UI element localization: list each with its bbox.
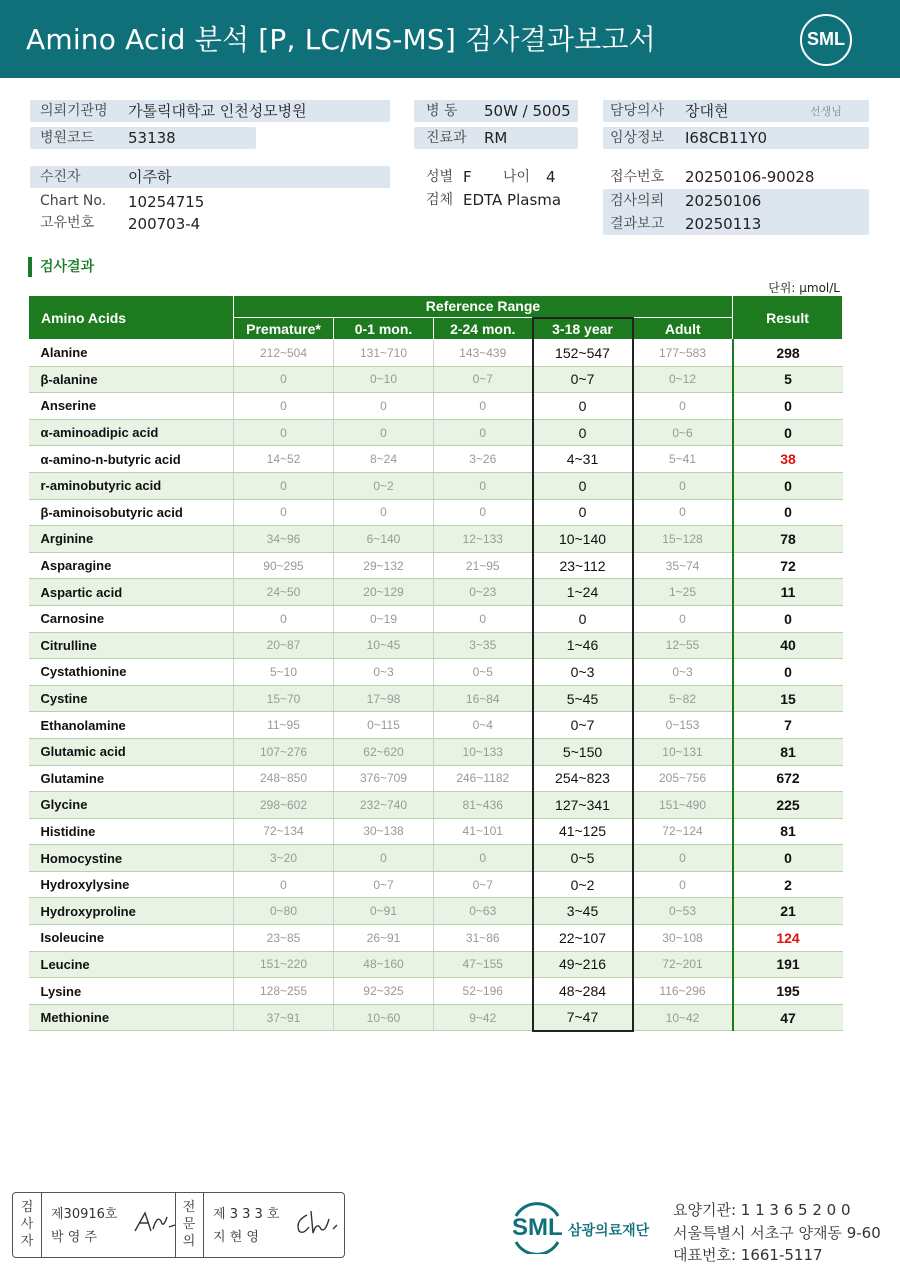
clinical-value: I68CB11Y0 bbox=[685, 129, 768, 147]
hospital-label: 의뢰기관명 bbox=[40, 103, 108, 119]
table-row bbox=[29, 340, 843, 367]
result-value: 0 bbox=[733, 472, 843, 499]
reference-premature: 128~255 bbox=[234, 978, 334, 1005]
table-row bbox=[29, 818, 843, 845]
reference-m0-1: 17~98 bbox=[334, 685, 434, 712]
amino-acid-name: Isoleucine bbox=[29, 925, 234, 952]
amino-acid-name: Homocystine bbox=[29, 845, 234, 872]
result-value: 0 bbox=[733, 499, 843, 526]
sex-label: 성별 bbox=[426, 169, 454, 185]
reference-y3-18: 0~7 bbox=[533, 366, 633, 393]
reference-premature: 0 bbox=[234, 366, 334, 393]
results-section-title: 검사결과 bbox=[28, 257, 94, 277]
receipt-label: 접수번호 bbox=[610, 169, 665, 185]
reference-y3-18: 0~7 bbox=[533, 712, 633, 739]
table-row bbox=[29, 446, 843, 473]
specialist-number: 제 3 3 3 호 bbox=[213, 1207, 280, 1222]
reference-adult: 0 bbox=[633, 845, 733, 872]
reference-m2-24: 0~23 bbox=[434, 579, 533, 606]
reference-y3-18: 152~547 bbox=[533, 340, 633, 367]
reference-premature: 34~96 bbox=[234, 526, 334, 553]
specialist-label-char: 문 bbox=[182, 1217, 196, 1232]
request-value: 20250106 bbox=[685, 192, 762, 210]
reference-m2-24: 9~42 bbox=[434, 1004, 533, 1031]
divider bbox=[203, 1193, 204, 1257]
reference-m0-1: 0~3 bbox=[334, 659, 434, 686]
amino-acid-name: Methionine bbox=[29, 1004, 234, 1031]
result-value: 21 bbox=[733, 898, 843, 925]
chart-label: Chart No. bbox=[40, 193, 107, 209]
inspector-signature bbox=[131, 1207, 179, 1237]
table-row bbox=[29, 552, 843, 579]
dept-label: 진료과 bbox=[426, 130, 467, 146]
reference-y3-18: 0 bbox=[533, 499, 633, 526]
results-table bbox=[28, 295, 843, 1032]
code-label: 병원코드 bbox=[40, 130, 95, 146]
inspector-name: 박 영 주 bbox=[51, 1230, 97, 1245]
reference-adult: 0~153 bbox=[633, 712, 733, 739]
inspector-label-char: 검 bbox=[20, 1200, 34, 1215]
table-row bbox=[29, 712, 843, 739]
amino-acid-name: Hydroxyproline bbox=[29, 898, 234, 925]
reference-adult: 116~296 bbox=[633, 978, 733, 1005]
reference-y3-18: 49~216 bbox=[533, 951, 633, 978]
reference-premature: 37~91 bbox=[234, 1004, 334, 1031]
reference-y3-18: 4~31 bbox=[533, 446, 633, 473]
amino-acid-name: β-alanine bbox=[29, 366, 234, 393]
reference-premature: 212~504 bbox=[234, 340, 334, 367]
result-value: 40 bbox=[733, 632, 843, 659]
reference-adult: 30~108 bbox=[633, 925, 733, 952]
reference-m2-24: 143~439 bbox=[434, 340, 533, 367]
reference-m2-24: 81~436 bbox=[434, 792, 533, 819]
reference-m0-1: 0~91 bbox=[334, 898, 434, 925]
reference-y3-18: 5~150 bbox=[533, 738, 633, 765]
reference-adult: 1~25 bbox=[633, 579, 733, 606]
reference-premature: 151~220 bbox=[234, 951, 334, 978]
reference-m2-24: 12~133 bbox=[434, 526, 533, 553]
reference-adult: 0 bbox=[633, 393, 733, 420]
reference-y3-18: 22~107 bbox=[533, 925, 633, 952]
reference-m0-1: 0 bbox=[334, 499, 434, 526]
reference-m2-24: 0 bbox=[434, 393, 533, 420]
reference-premature: 15~70 bbox=[234, 685, 334, 712]
specialist-label-char: 의 bbox=[182, 1234, 196, 1249]
reference-y3-18: 1~24 bbox=[533, 579, 633, 606]
phone-number: 대표번호: 1661-5117 bbox=[673, 1246, 823, 1264]
chart-value: 10254715 bbox=[128, 193, 205, 211]
reference-premature: 11~95 bbox=[234, 712, 334, 739]
reference-m0-1: 0~115 bbox=[334, 712, 434, 739]
reference-m0-1: 8~24 bbox=[334, 446, 434, 473]
specialist-name: 지 현 영 bbox=[213, 1230, 259, 1245]
specialist-signature bbox=[293, 1207, 341, 1237]
specimen-label: 검체 bbox=[426, 192, 454, 208]
reference-premature: 24~50 bbox=[234, 579, 334, 606]
table-row bbox=[29, 765, 843, 792]
reference-y3-18: 5~45 bbox=[533, 685, 633, 712]
reference-m2-24: 0 bbox=[434, 419, 533, 446]
result-value: 0 bbox=[733, 605, 843, 632]
result-value: 78 bbox=[733, 526, 843, 553]
header-3-18-year: 3-18 year bbox=[533, 318, 633, 340]
reference-m2-24: 10~133 bbox=[434, 738, 533, 765]
divider bbox=[175, 1193, 176, 1257]
result-value: 81 bbox=[733, 818, 843, 845]
header-adult: Adult bbox=[633, 318, 733, 340]
result-value: 5 bbox=[733, 366, 843, 393]
unit-label: 단위: μmol/L bbox=[768, 281, 840, 295]
reference-m0-1: 232~740 bbox=[334, 792, 434, 819]
reference-adult: 0 bbox=[633, 605, 733, 632]
reference-m2-24: 3~35 bbox=[434, 632, 533, 659]
reference-m0-1: 10~60 bbox=[334, 1004, 434, 1031]
reference-m2-24: 0~63 bbox=[434, 898, 533, 925]
reference-m0-1: 0 bbox=[334, 845, 434, 872]
reference-y3-18: 23~112 bbox=[533, 552, 633, 579]
reference-premature: 23~85 bbox=[234, 925, 334, 952]
table-row bbox=[29, 925, 843, 952]
table-row bbox=[29, 419, 843, 446]
amino-acid-name: Glutamic acid bbox=[29, 738, 234, 765]
amino-acid-name: Cystathionine bbox=[29, 659, 234, 686]
request-label: 검사의뢰 bbox=[610, 193, 665, 209]
reference-y3-18: 254~823 bbox=[533, 765, 633, 792]
reference-adult: 5~41 bbox=[633, 446, 733, 473]
reference-m0-1: 62~620 bbox=[334, 738, 434, 765]
amino-acid-name: α-amino-n-butyric acid bbox=[29, 446, 234, 473]
report-label: 결과보고 bbox=[610, 216, 665, 232]
result-value: 0 bbox=[733, 845, 843, 872]
ward-value: 50W / 5005 bbox=[484, 102, 571, 120]
reference-y3-18: 7~47 bbox=[533, 1004, 633, 1031]
reference-m2-24: 246~1182 bbox=[434, 765, 533, 792]
reference-m0-1: 30~138 bbox=[334, 818, 434, 845]
patient-label: 수진자 bbox=[40, 169, 81, 185]
reference-m2-24: 0~7 bbox=[434, 871, 533, 898]
reference-adult: 0 bbox=[633, 871, 733, 898]
dept-value: RM bbox=[484, 129, 508, 147]
result-value: 0 bbox=[733, 393, 843, 420]
care-institution-number: 요양기관: 1 1 3 6 5 2 0 0 bbox=[673, 1201, 851, 1219]
reference-m2-24: 0~4 bbox=[434, 712, 533, 739]
table-row bbox=[29, 605, 843, 632]
reference-adult: 0 bbox=[633, 472, 733, 499]
result-value: 38 bbox=[733, 446, 843, 473]
amino-acid-name: Alanine bbox=[29, 340, 234, 367]
inspector-label-char: 자 bbox=[20, 1234, 34, 1249]
reference-m0-1: 10~45 bbox=[334, 632, 434, 659]
amino-acid-name: Cystine bbox=[29, 685, 234, 712]
table-row bbox=[29, 499, 843, 526]
result-value: 81 bbox=[733, 738, 843, 765]
amino-acid-name: Anserine bbox=[29, 393, 234, 420]
reference-m2-24: 52~196 bbox=[434, 978, 533, 1005]
reference-premature: 0~80 bbox=[234, 898, 334, 925]
reference-premature: 0 bbox=[234, 605, 334, 632]
age-label: 나이 bbox=[503, 169, 531, 185]
reference-premature: 0 bbox=[234, 419, 334, 446]
amino-acid-name: Glutamine bbox=[29, 765, 234, 792]
amino-acid-name: Lysine bbox=[29, 978, 234, 1005]
inspector-number: 제30916호 bbox=[51, 1207, 118, 1222]
reference-premature: 20~87 bbox=[234, 632, 334, 659]
result-value: 47 bbox=[733, 1004, 843, 1031]
reference-m0-1: 376~709 bbox=[334, 765, 434, 792]
reference-adult: 0~12 bbox=[633, 366, 733, 393]
reference-premature: 107~276 bbox=[234, 738, 334, 765]
reference-m2-24: 47~155 bbox=[434, 951, 533, 978]
reference-premature: 14~52 bbox=[234, 446, 334, 473]
reference-y3-18: 3~45 bbox=[533, 898, 633, 925]
amino-acid-name: Citrulline bbox=[29, 632, 234, 659]
reference-adult: 205~756 bbox=[633, 765, 733, 792]
reference-premature: 72~134 bbox=[234, 818, 334, 845]
header-0-1-mon: 0-1 mon. bbox=[334, 318, 434, 340]
reference-adult: 0~3 bbox=[633, 659, 733, 686]
receipt-value: 20250106-90028 bbox=[685, 168, 815, 186]
reference-premature: 3~20 bbox=[234, 845, 334, 872]
ward-label: 병 동 bbox=[426, 103, 458, 119]
reference-y3-18: 0 bbox=[533, 393, 633, 420]
reference-m2-24: 31~86 bbox=[434, 925, 533, 952]
amino-acid-name: r-aminobutyric acid bbox=[29, 472, 234, 499]
patient-field-bg bbox=[30, 166, 390, 188]
reference-m0-1: 131~710 bbox=[334, 340, 434, 367]
specialist-label-char: 전 bbox=[182, 1200, 196, 1215]
table-row bbox=[29, 1004, 843, 1031]
table-row bbox=[29, 526, 843, 553]
table-row bbox=[29, 632, 843, 659]
address: 서울특별시 서초구 양재동 9-60 bbox=[673, 1224, 881, 1242]
reference-y3-18: 1~46 bbox=[533, 632, 633, 659]
reference-m0-1: 0 bbox=[334, 419, 434, 446]
reference-m0-1: 0 bbox=[334, 393, 434, 420]
reference-m2-24: 0 bbox=[434, 845, 533, 872]
table-row bbox=[29, 845, 843, 872]
reference-m2-24: 3~26 bbox=[434, 446, 533, 473]
reference-y3-18: 0 bbox=[533, 472, 633, 499]
header-2-24-mon: 2-24 mon. bbox=[434, 318, 533, 340]
table-row bbox=[29, 685, 843, 712]
reference-y3-18: 0~3 bbox=[533, 659, 633, 686]
reference-m2-24: 41~101 bbox=[434, 818, 533, 845]
reference-premature: 0 bbox=[234, 499, 334, 526]
age-value: 4 bbox=[546, 168, 556, 186]
reference-m0-1: 48~160 bbox=[334, 951, 434, 978]
amino-acid-name: β-aminoisobutyric acid bbox=[29, 499, 234, 526]
header-premature: Premature* bbox=[234, 318, 334, 340]
reference-premature: 298~602 bbox=[234, 792, 334, 819]
inspector-label bbox=[19, 1199, 35, 1250]
reference-premature: 248~850 bbox=[234, 765, 334, 792]
result-value: 0 bbox=[733, 419, 843, 446]
divider bbox=[41, 1193, 42, 1257]
sex-value: F bbox=[463, 168, 472, 186]
reference-adult: 177~583 bbox=[633, 340, 733, 367]
report-value: 20250113 bbox=[685, 215, 762, 233]
result-value: 195 bbox=[733, 978, 843, 1005]
uid-value: 200703-4 bbox=[128, 215, 201, 233]
reference-m0-1: 20~129 bbox=[334, 579, 434, 606]
result-value: 672 bbox=[733, 765, 843, 792]
report-header bbox=[0, 0, 900, 78]
reference-m0-1: 0~10 bbox=[334, 366, 434, 393]
reference-m2-24: 0~5 bbox=[434, 659, 533, 686]
reference-y3-18: 0 bbox=[533, 605, 633, 632]
reference-m2-24: 0 bbox=[434, 605, 533, 632]
reference-y3-18: 48~284 bbox=[533, 978, 633, 1005]
reference-adult: 5~82 bbox=[633, 685, 733, 712]
table-row bbox=[29, 579, 843, 606]
reference-y3-18: 0~2 bbox=[533, 871, 633, 898]
amino-acid-name: Leucine bbox=[29, 951, 234, 978]
reference-m0-1: 0~7 bbox=[334, 871, 434, 898]
amino-acid-name: α-aminoadipic acid bbox=[29, 419, 234, 446]
sml-logo-text: SML bbox=[807, 29, 845, 49]
table-row bbox=[29, 792, 843, 819]
org-name: 삼광의료재단 bbox=[568, 1223, 650, 1239]
reference-y3-18: 0~5 bbox=[533, 845, 633, 872]
reference-m2-24: 0 bbox=[434, 499, 533, 526]
table-row bbox=[29, 659, 843, 686]
header-result: Result bbox=[733, 296, 843, 340]
amino-acid-name: Histidine bbox=[29, 818, 234, 845]
table-row bbox=[29, 951, 843, 978]
reference-m2-24: 0 bbox=[434, 472, 533, 499]
reference-premature: 5~10 bbox=[234, 659, 334, 686]
table-row bbox=[29, 871, 843, 898]
header-amino-acids: Amino Acids bbox=[29, 296, 234, 340]
amino-acid-name: Asparagine bbox=[29, 552, 234, 579]
reference-y3-18: 127~341 bbox=[533, 792, 633, 819]
reference-y3-18: 0 bbox=[533, 419, 633, 446]
reference-m2-24: 16~84 bbox=[434, 685, 533, 712]
reference-m2-24: 21~95 bbox=[434, 552, 533, 579]
reference-adult: 35~74 bbox=[633, 552, 733, 579]
sml-logo-badge bbox=[800, 14, 852, 66]
reference-adult: 151~490 bbox=[633, 792, 733, 819]
header-reference-range: Reference Range bbox=[234, 296, 733, 318]
patient-value: 이주하 bbox=[128, 168, 172, 186]
result-value: 2 bbox=[733, 871, 843, 898]
result-value: 191 bbox=[733, 951, 843, 978]
amino-acid-name: Ethanolamine bbox=[29, 712, 234, 739]
inspector-label-char: 사 bbox=[20, 1217, 34, 1232]
table-row bbox=[29, 738, 843, 765]
reference-m2-24: 0~7 bbox=[434, 366, 533, 393]
reference-premature: 0 bbox=[234, 393, 334, 420]
reference-y3-18: 41~125 bbox=[533, 818, 633, 845]
table-row bbox=[29, 472, 843, 499]
amino-acid-name: Aspartic acid bbox=[29, 579, 234, 606]
code-value: 53138 bbox=[128, 129, 176, 147]
clinical-label: 임상정보 bbox=[610, 130, 665, 146]
specialist-label bbox=[181, 1199, 197, 1250]
report-title: Amino Acid 분석 [P, LC/MS-MS] 검사결과보고서 bbox=[26, 23, 656, 56]
reference-adult: 72~124 bbox=[633, 818, 733, 845]
specimen-value: EDTA Plasma bbox=[463, 191, 562, 209]
reference-adult: 72~201 bbox=[633, 951, 733, 978]
doctor-label: 담당의사 bbox=[610, 103, 665, 119]
reference-adult: 12~55 bbox=[633, 632, 733, 659]
reference-premature: 0 bbox=[234, 472, 334, 499]
table-row bbox=[29, 978, 843, 1005]
amino-acid-name: Carnosine bbox=[29, 605, 234, 632]
table-row bbox=[29, 898, 843, 925]
table-row bbox=[29, 393, 843, 420]
sml-logo-text-footer: SML bbox=[512, 1214, 563, 1241]
hospital-value: 가톨릭대학교 인천성모병원 bbox=[128, 102, 307, 120]
reference-adult: 0~6 bbox=[633, 419, 733, 446]
reference-adult: 0 bbox=[633, 499, 733, 526]
result-value: 72 bbox=[733, 552, 843, 579]
amino-acid-name: Arginine bbox=[29, 526, 234, 553]
reference-adult: 0~53 bbox=[633, 898, 733, 925]
reference-adult: 10~131 bbox=[633, 738, 733, 765]
results-body bbox=[29, 340, 843, 1031]
reference-m0-1: 92~325 bbox=[334, 978, 434, 1005]
doctor-value: 장대현 bbox=[685, 102, 729, 120]
amino-acid-name: Hydroxylysine bbox=[29, 871, 234, 898]
reference-m0-1: 29~132 bbox=[334, 552, 434, 579]
reference-m0-1: 6~140 bbox=[334, 526, 434, 553]
signature-box bbox=[12, 1192, 345, 1258]
reference-premature: 90~295 bbox=[234, 552, 334, 579]
result-value: 298 bbox=[733, 340, 843, 367]
table-row bbox=[29, 366, 843, 393]
reference-m0-1: 0~2 bbox=[334, 472, 434, 499]
result-value: 7 bbox=[733, 712, 843, 739]
reference-m0-1: 0~19 bbox=[334, 605, 434, 632]
result-value: 225 bbox=[733, 792, 843, 819]
reference-adult: 10~42 bbox=[633, 1004, 733, 1031]
result-value: 11 bbox=[733, 579, 843, 606]
doctor-suffix: 선생님 bbox=[810, 105, 842, 118]
amino-acid-name: Glycine bbox=[29, 792, 234, 819]
uid-label: 고유번호 bbox=[40, 215, 95, 231]
reference-m0-1: 26~91 bbox=[334, 925, 434, 952]
reference-adult: 15~128 bbox=[633, 526, 733, 553]
result-value: 15 bbox=[733, 685, 843, 712]
result-value: 0 bbox=[733, 659, 843, 686]
reference-y3-18: 10~140 bbox=[533, 526, 633, 553]
result-value: 124 bbox=[733, 925, 843, 952]
reference-premature: 0 bbox=[234, 871, 334, 898]
